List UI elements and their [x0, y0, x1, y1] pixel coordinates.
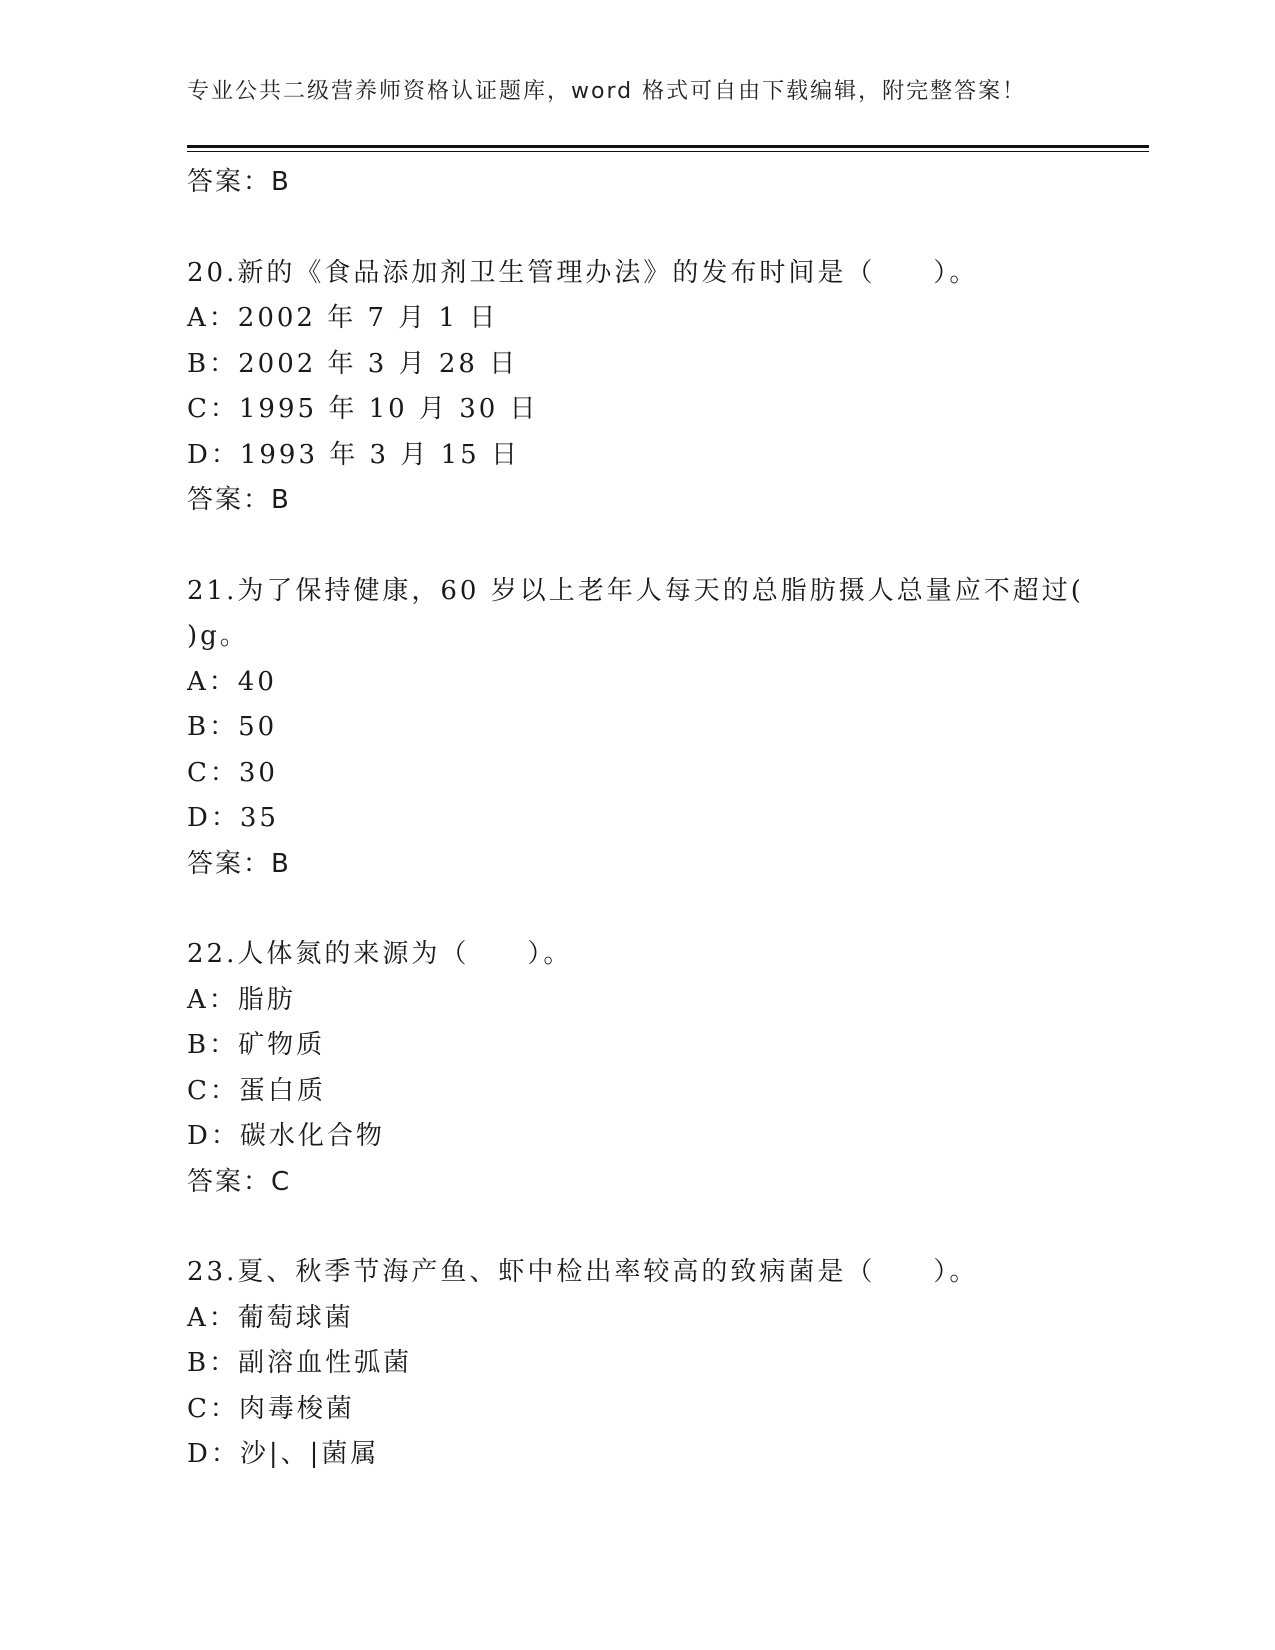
option-d: D：35	[187, 803, 279, 833]
answer-line: 答案：B	[187, 167, 291, 197]
option-c: C：30	[187, 757, 278, 788]
option-b: B：50	[187, 712, 278, 742]
option-c: C：肉毒梭菌	[187, 1393, 355, 1424]
option-d: D：1993 年 3 月 15 日	[187, 439, 520, 470]
question-23	[187, 1250, 1087, 1478]
answer-line: 答案：B	[187, 848, 291, 879]
option-d: D：沙|、|菌属	[187, 1439, 380, 1469]
question-stem: 22.人体氮的来源为（ ）。	[187, 939, 573, 969]
question-stem-continued: )g。	[187, 621, 249, 651]
option-d: D：碳水化合物	[187, 1121, 385, 1151]
question-22	[187, 932, 1087, 1205]
header-rule-thin	[187, 151, 1149, 152]
answer-line: 答案：C	[187, 1166, 292, 1197]
header-rule-thick	[187, 145, 1149, 148]
option-a: A：2002 年 7 月 1 日	[187, 303, 499, 333]
question-list	[187, 160, 1087, 1478]
question-stem: 20.新的《食品添加剂卫生管理办法》的发布时间是（ ）。	[187, 257, 979, 288]
question-20	[187, 251, 1087, 524]
spacer	[187, 206, 1087, 251]
question-stem: 21.为了保持健康，60 岁以上老年人每天的总脂肪摄人总量应不超过(	[187, 575, 1084, 606]
question-stem: 23.夏、秋季节海产鱼、虾中检出率较高的致病菌是（ ）。	[187, 1257, 979, 1287]
option-b: B：矿物质	[187, 1030, 326, 1060]
spacer	[187, 1205, 1087, 1250]
option-a: A：脂肪	[187, 984, 296, 1015]
option-b: B：副溶血性弧菌	[187, 1348, 413, 1378]
option-a: A：葡萄球菌	[187, 1302, 354, 1333]
option-c: C：蛋白质	[187, 1075, 326, 1106]
question-21	[187, 569, 1087, 888]
spacer	[187, 887, 1087, 932]
option-b: B：2002 年 3 月 28 日	[187, 348, 519, 379]
option-a: A：40	[187, 666, 277, 697]
answer-line: 答案：B	[187, 485, 291, 515]
spacer	[187, 524, 1087, 569]
option-c: C：1995 年 10 月 30 日	[187, 394, 539, 424]
page-header: 专业公共二级营养师资格认证题库，word 格式可自由下载编辑，附完整答案！	[187, 79, 1027, 104]
